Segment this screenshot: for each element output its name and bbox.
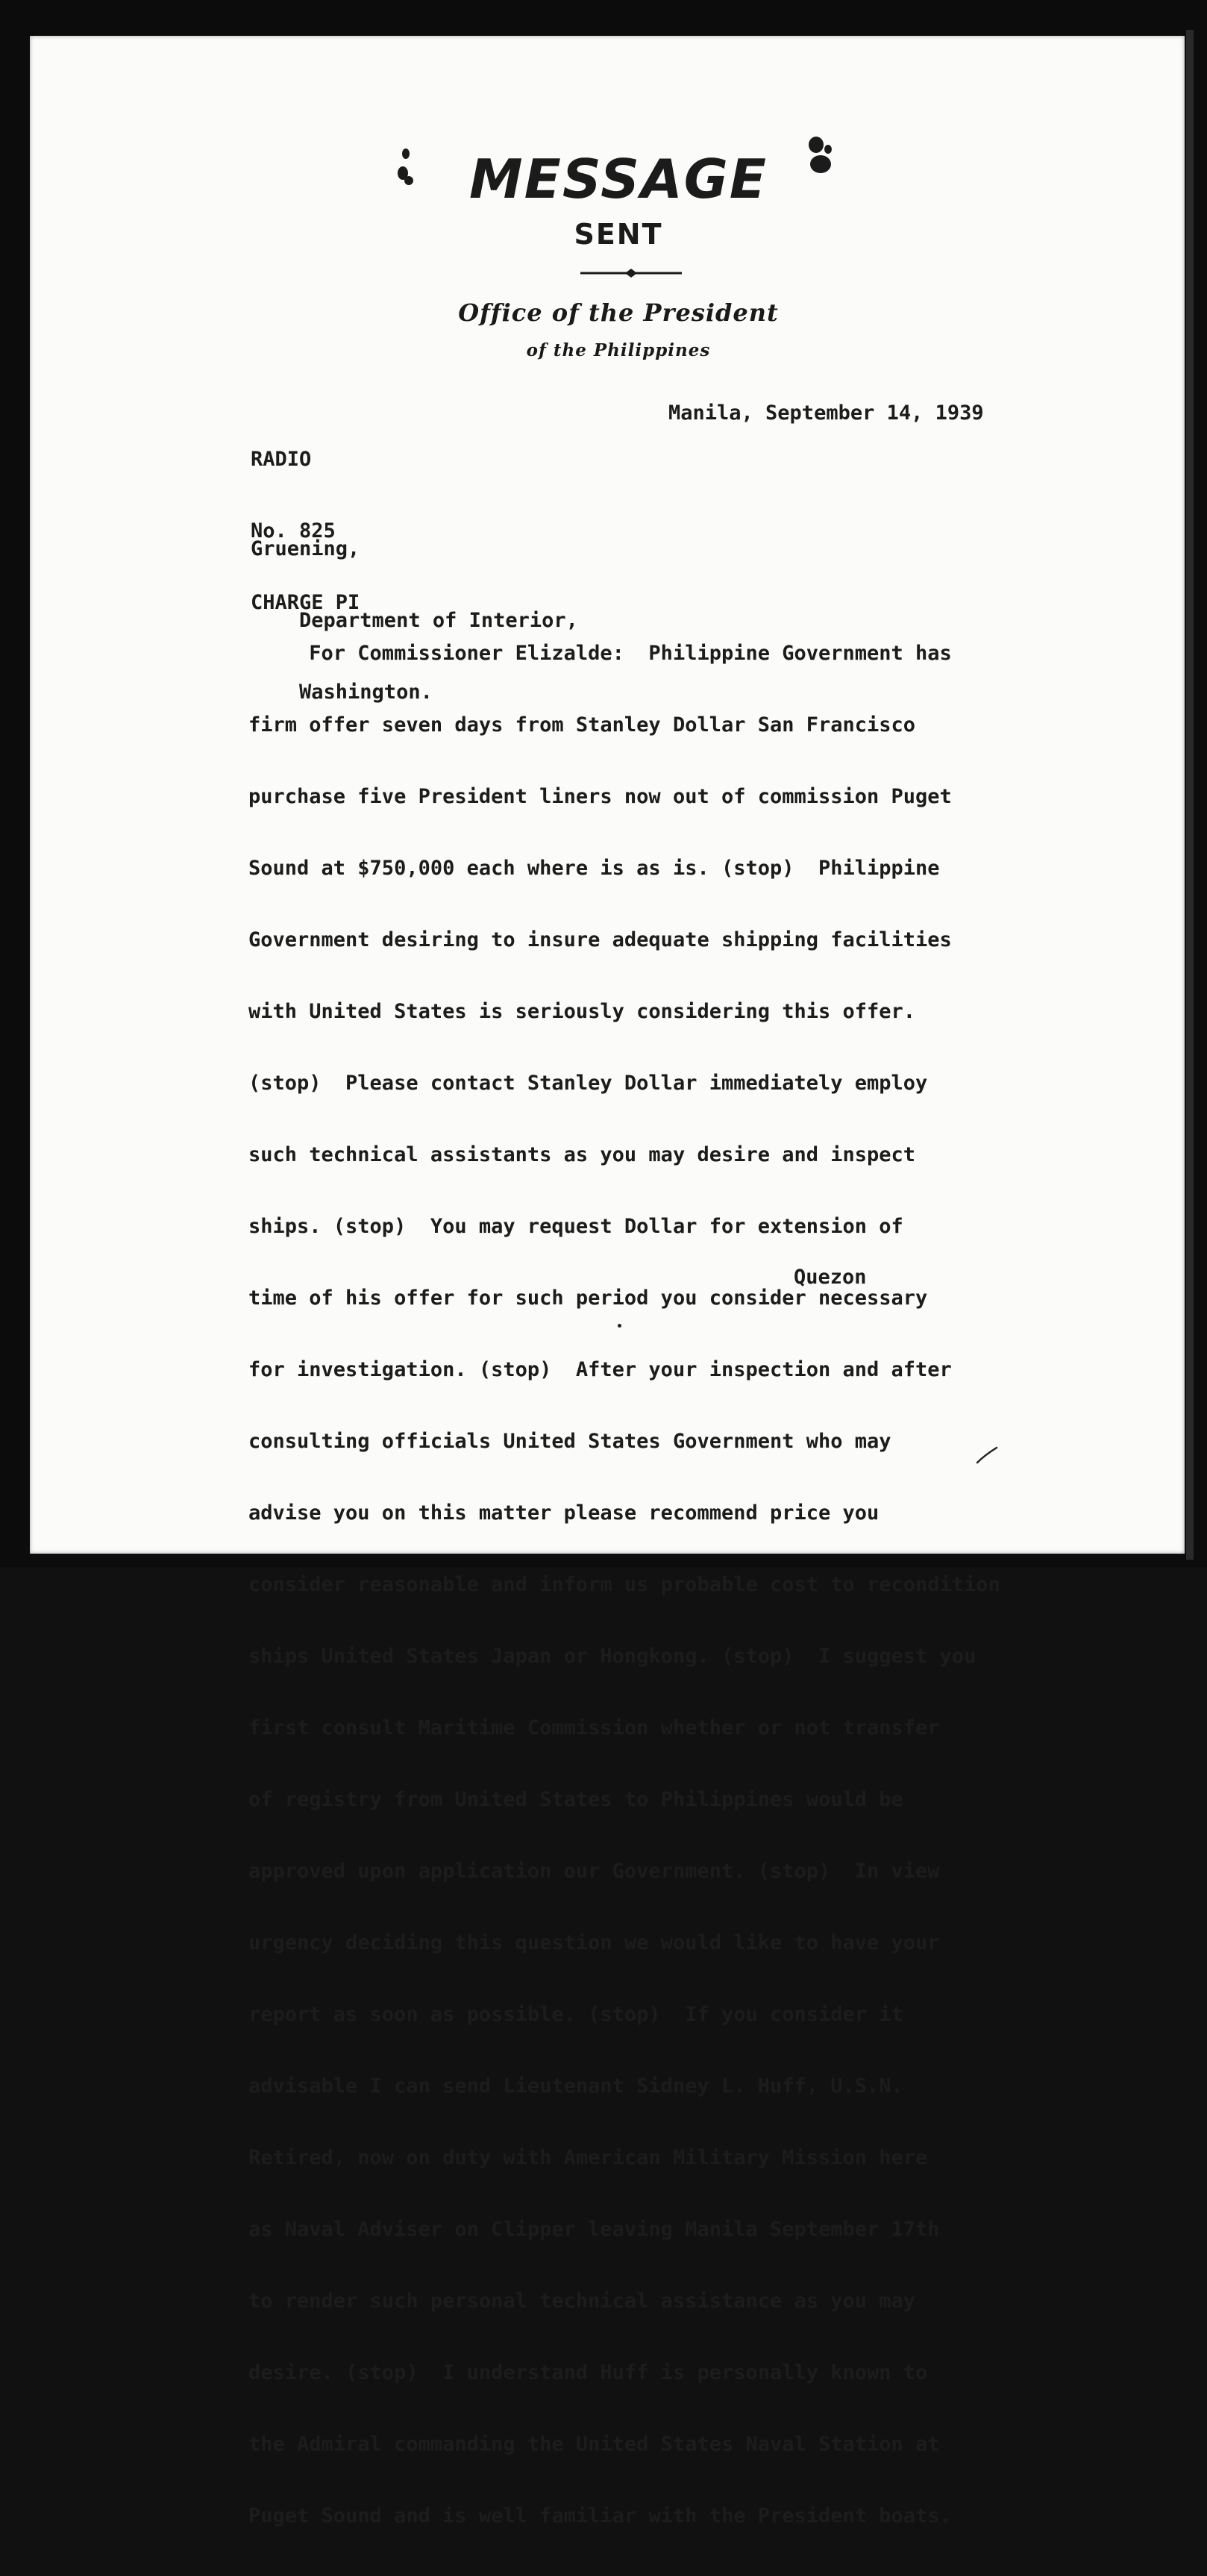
letterhead-office: Office of the President xyxy=(458,298,779,327)
body-line: Government desiring to insure adequate shipping facilities xyxy=(248,928,952,951)
body-line: as Naval Adviser on Clipper leaving Manila September 17th xyxy=(248,2218,940,2241)
scan-speck xyxy=(618,1324,621,1328)
body-line: For Commissioner Elizalde: Philippine Government has xyxy=(248,642,952,665)
body-line: time of his offer for such period you consider necessary xyxy=(248,1287,928,1310)
body-line: firm offer seven days from Stanley Dollar San Francisco xyxy=(248,713,916,737)
body-line: first consult Maritime Commission whether or not transfer xyxy=(248,1716,940,1739)
body-line: desire. (stop) I understand Huff is personally known to xyxy=(248,2361,928,2384)
message-date: Manila, September 14, 1939 xyxy=(668,401,984,425)
header-line-charge: CHARGE PI xyxy=(251,591,360,614)
body-line: the Admiral commanding the United States Naval Station at xyxy=(248,2433,940,2456)
ink-blot-icon xyxy=(798,134,837,184)
body-line: report as soon as possible. (stop) If you consider it xyxy=(248,2003,903,2026)
body-line: purchase five President liners now out of commission Puget xyxy=(248,785,952,808)
body-line: advisable I can send Lieutenant Sidney L. Huff, U.S.N. xyxy=(248,2075,903,2098)
body-line: of registry from United States to Philippines would be xyxy=(248,1788,903,1811)
letterhead-office-country: of the Philippines xyxy=(526,340,711,360)
body-line: Retired, now on duty with American Military Mission here xyxy=(248,2146,928,2169)
body-line: with United States is seriously considering this offer. xyxy=(248,1000,916,1023)
letterhead-subtitle: SENT xyxy=(574,218,663,251)
message-body xyxy=(248,594,1000,2576)
body-line: (stop) Please contact Stanley Dollar immediately employ xyxy=(248,1072,928,1095)
body-line: Puget Sound and is well familiar with the President boats. xyxy=(248,2504,952,2527)
body-line: for investigation. (stop) After your inspection and after xyxy=(248,1358,952,1381)
ornamental-divider-icon xyxy=(580,266,682,281)
body-line: such technical assistants as you may desire and inspect xyxy=(248,1143,916,1166)
body-line: Sound at $750,000 each where is as is. (stop) Philippine xyxy=(248,857,940,880)
body-line: consulting officials United States Government who may xyxy=(248,1430,891,1453)
body-line: to render such personal technical assistance as you may xyxy=(248,2289,916,2313)
body-line: urgency deciding this question we would like to have your xyxy=(248,1931,940,1954)
signature: Quezon xyxy=(794,1266,867,1289)
body-line: advise you on this matter please recommend price you xyxy=(248,1501,880,1525)
document-page xyxy=(30,36,1185,2527)
body-line: approved upon application our Government. (stop) In view xyxy=(248,1860,940,1883)
header-line-radio: RADIO xyxy=(251,448,312,471)
pencil-tick-icon xyxy=(976,1445,998,1464)
letterhead-title: MESSAGE xyxy=(469,148,768,210)
addressee-line: Department of Interior, xyxy=(251,609,578,632)
addressee-line: Washington. xyxy=(251,681,433,704)
page-edge xyxy=(1186,30,1194,1560)
body-line: consider reasonable and inform us probable cost to recondition xyxy=(248,1573,1000,1596)
addressee-line: Gruening, xyxy=(251,537,360,560)
body-line: ships. (stop) You may request Dollar for extension of xyxy=(248,1215,903,1238)
body-line: ships United States Japan or Hongkong. (stop) I suggest you xyxy=(248,1645,976,1668)
header-line-number: No. 825 xyxy=(251,519,336,543)
